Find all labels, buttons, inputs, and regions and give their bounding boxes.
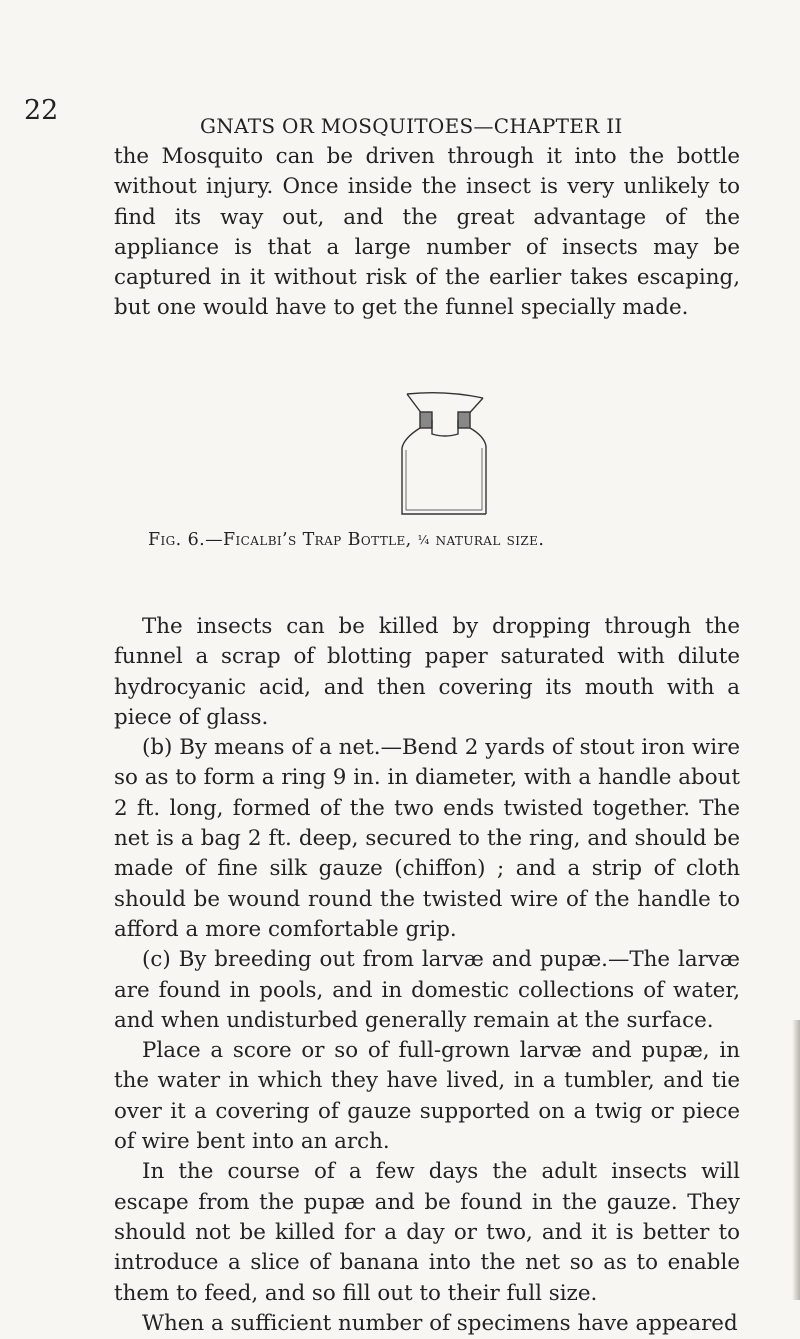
funnel-neck [432, 420, 458, 436]
paragraph-place-score: Place a score or so of full-grown larvæ and pupæ, in the water in which they have lived, in a tumbler, and tie over it a covering of gauze supported on a twig or piece of wire bent into an arch. [114, 1038, 740, 1155]
bottle-right-shoulder [470, 428, 486, 446]
stopper-right [458, 412, 470, 428]
paragraph-killing: The insects can be killed by dropping through the funnel a scrap of blotting paper saturated with dilute hydrocyanic acid, and then covering its mouth with a piece of glass. [114, 614, 740, 730]
bottle-inner-line [406, 448, 482, 510]
scale-text: natural size. [435, 530, 545, 550]
figure-title: —Ficalbi’s Trap Bottle, [205, 530, 412, 550]
paragraph-breeding: (c) By breeding out from larvæ and pupæ.—The larvæ are found in pools, and in domestic collections of water, and when undisturbed generally remain at the surface. [114, 947, 740, 1033]
bottle-left-wall [402, 448, 486, 514]
paragraph-sufficient: When a sufficient number of specimens have appeared [142, 1310, 738, 1336]
paragraph-adult-escape: In the course of a few days the adult insects will escape from the pupæ and be found in the gauze. They should not be killed for a day or two, and it is better to introduce a slice of banana into the net so as to enable them to feed, and so fill out to their full size. [114, 1159, 740, 1306]
figure-label: Fig. 6. [148, 530, 206, 550]
page-number: 22 [24, 95, 59, 126]
trap-bottle-illustration [390, 390, 500, 520]
funnel-rim [407, 393, 483, 398]
bottle-left-shoulder [402, 428, 420, 448]
page-edge-shadow [792, 1020, 800, 1300]
paragraph-continued: the Mosquito can be driven through it into the bottle without injury. Once inside the insect is very unlikely to find its way out, and the great advantage of the appliance is that a large number of insects may be captured in it without risk of the earlier takes escaping, but one would have to get the funnel specially made. [114, 144, 740, 321]
figure-caption [148, 528, 748, 552]
stopper-left [420, 412, 432, 428]
paragraph-net: (b) By means of a net.—Bend 2 yards of stout iron wire so as to form a ring 9 in. in diameter, with a handle about 2 ft. long, formed of the two ends twisted together. The net is a bag 2 ft. deep, secured to the ring, and should be made of fine silk gauze (chiffon) ; and a strip of cloth should be wound round the twisted wire of the handle to afford a more comfortable grip. [114, 735, 740, 942]
running-head: GNATS OR MOSQUITOES—CHAPTER II [200, 114, 623, 138]
body-text [114, 612, 740, 1339]
scale-fraction: ¼ [417, 533, 430, 547]
